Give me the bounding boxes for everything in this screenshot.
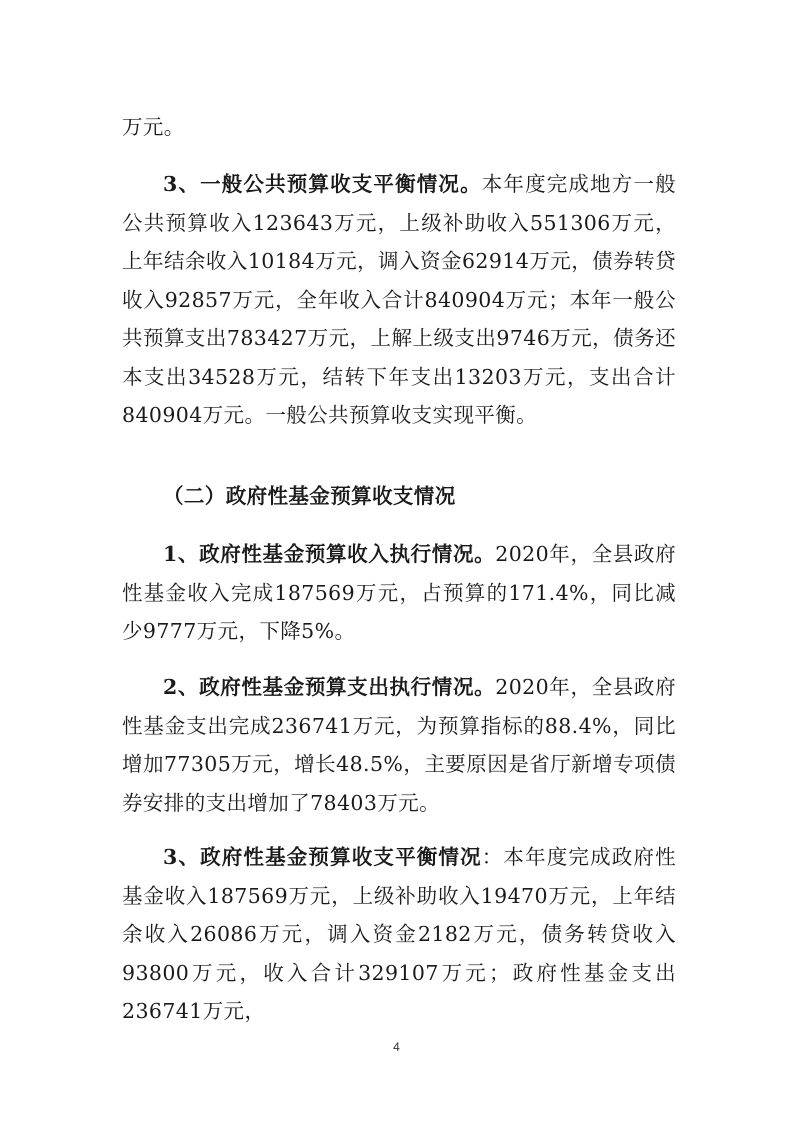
paragraph-text: ：本年度完成政府性基金收入187569万元，上级补助收入19470万元，上年结余收入26086万元，调入资金2182万元，债务转贷收入93800万元，收入合计329107万元；政府性基金支出236741万元， <box>122 845 676 1023</box>
paragraph-title: 3、一般公共预算收支平衡情况。 <box>163 172 482 196</box>
paragraph-title: 2、政府性基金预算支出执行情况。 <box>163 675 496 699</box>
paragraph-title: 3、政府性基金预算收支平衡情况 <box>163 845 482 869</box>
paragraph-fund-expenditure <box>122 668 676 822</box>
paragraph-title: 1、政府性基金预算收入执行情况。 <box>163 542 496 566</box>
paragraph-text: 本年度完成地方一般公共预算收入123643万元，上级补助收入551306万元，上年结余收入10184万元，调入资金62914万元，债券转贷收入92857万元，全年收入合计840904万元；本年一般公共预算支出783427万元，上解上级支出9746万元，债务还本支出34528万元，结转下年支出13203万元，支出合计840904万元。一般公共预算收支实现平衡。 <box>122 172 676 427</box>
paragraph-fund-balance <box>122 838 676 1031</box>
paragraph-text: 2020年，全县政府性基金收入完成187569万元，占预算的171.4%，同比减少9777万元，下降5%。 <box>122 542 676 643</box>
paragraph-continuation <box>122 108 676 147</box>
paragraph-fund-revenue <box>122 535 676 651</box>
section-heading: （二）政府性基金预算收支情况 <box>163 484 456 508</box>
paragraph-text: 万元。 <box>122 115 185 139</box>
page-number: 4 <box>393 1040 400 1054</box>
paragraph-general-budget-balance <box>122 165 676 435</box>
paragraph-text: 2020年，全县政府性基金支出完成236741万元，为预算指标的88.4%，同比增加77305万元，增长48.5%，主要原因是省厅新增专项债券安排的支出增加了78403万元。 <box>122 675 676 815</box>
